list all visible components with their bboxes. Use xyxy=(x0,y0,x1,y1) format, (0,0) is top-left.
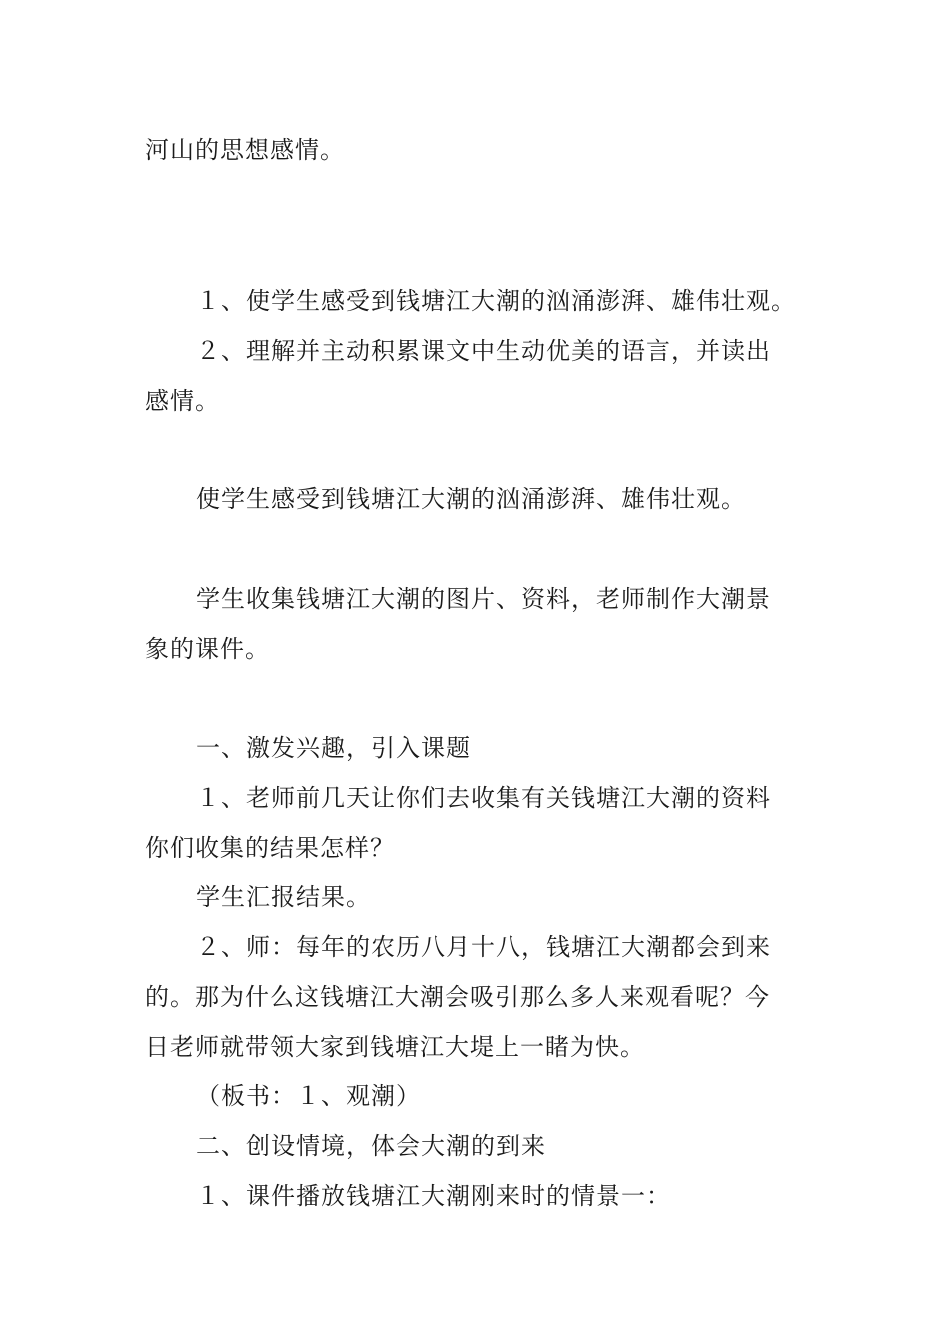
text-line: 学生汇报结果。 xyxy=(196,883,371,911)
text-line: 你们收集的结果怎样？ xyxy=(145,834,395,862)
text-line: 感情。 xyxy=(145,387,220,415)
text-line: １、老师前几天让你们去收集有关钱塘江大潮的资料 xyxy=(196,784,771,812)
text-line: （板书：１、观潮） xyxy=(196,1082,421,1110)
text-line: 象的课件。 xyxy=(145,635,270,663)
text-line: 日老师就带领大家到钱塘江大堤上一睹为快。 xyxy=(145,1033,645,1061)
text-line: 二、创设情境，体会大潮的到来 xyxy=(196,1132,546,1160)
text-line: 使学生感受到钱塘江大潮的汹涌澎湃、雄伟壮观。 xyxy=(196,485,746,513)
text-line: １、使学生感受到钱塘江大潮的汹涌澎湃、雄伟壮观。 xyxy=(196,287,796,315)
text-line: １、课件播放钱塘江大潮刚来时的情景一： xyxy=(196,1182,671,1210)
text-line: ２、师：每年的农历八月十八，钱塘江大潮都会到来 xyxy=(196,933,771,961)
text-line: 河山的思想感情。 xyxy=(145,136,345,164)
text-line: ２、理解并主动积累课文中生动优美的语言，并读出 xyxy=(196,337,771,365)
text-line: 的。那为什么这钱塘江大潮会吸引那么多人来观看呢？今 xyxy=(145,983,770,1011)
text-line: 学生收集钱塘江大潮的图片、资料，老师制作大潮景 xyxy=(196,585,771,613)
text-line: 一、激发兴趣，引入课题 xyxy=(196,734,471,762)
